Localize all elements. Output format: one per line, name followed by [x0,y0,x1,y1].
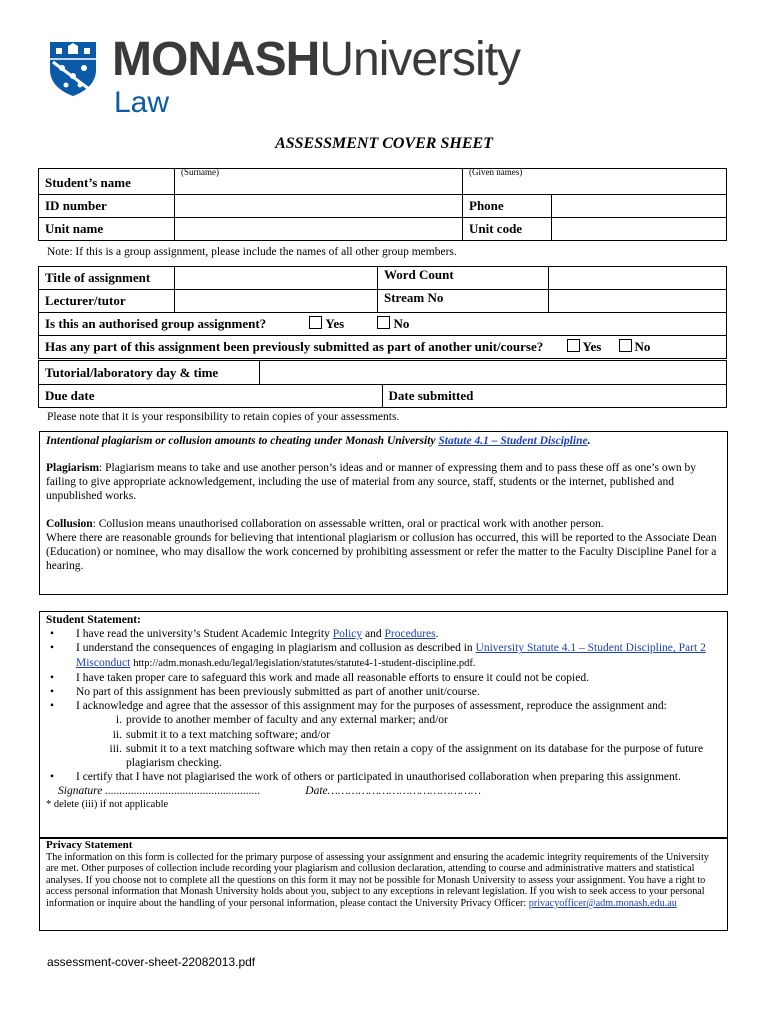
privacy-statement-box [39,838,728,931]
due-date-field[interactable] [260,385,383,408]
unit-code-label: Unit code [463,218,552,241]
collusion-text: : Collusion means unauthorised collaboration on assessable written, oral or practical work with another person. [92,518,604,530]
signature-line [46,784,721,798]
statement-item: • I have taken proper care to safeguard this work and made all reasonable efforts to ensure it could not be copied. [46,671,721,685]
retain-note: Please note that it is your responsibility to retain copies of your assessments. [47,411,400,423]
delete-note: * delete (iii) if not applicable [46,798,169,810]
previous-yes-label: Yes [582,339,602,354]
faculty-name: Law [114,86,170,119]
signature-field[interactable]: Signature ...................................................... [58,785,261,798]
privacy-text: The information on this form is collected for the primary purpose of assessing your assignment and ensuring the academic integrity requirements of the University are met. Other purposes of collection include recording your plagiarism and collusion declaration, attending to course and administrative matters and statistical analyses. If you choose not to complete all the questions on this form it may not be possible for Monash University to assess your assignment. You have a right to access personal information that Monash University holds about you, subject to any exceptions in relevant legislation. If you wish to seek access to your personal information or inquire about the handling of your personal information, please contact the University Privacy Officer: [46,851,709,909]
roman-text: provide to another member of faculty and any external marker; and/or [126,714,448,727]
brand-wordmark: MONASHUniversity [112,33,521,86]
previous-submission-row [39,336,727,359]
word-count-label: Word Count [378,267,549,290]
previous-yes-checkbox[interactable] [567,339,580,352]
tutorial-field[interactable] [260,361,727,385]
procedures-link[interactable]: Procedures [384,628,436,641]
group-assignment-row [39,313,727,336]
page-title: ASSESSMENT COVER SHEET [275,135,493,152]
roman-text: submit it to a text matching software; and/or [126,728,331,741]
statute-url: http://adm.monash.edu/legal/legislation/statutes/statute4-1-student-discipline.pdf. [133,657,476,669]
roman-number: iii. [109,742,122,755]
privacy-text-block [46,852,721,910]
footer-filename: assessment-cover-sheet-22082013.pdf [47,955,256,969]
given-names-field[interactable] [463,169,727,195]
stream-no-field[interactable] [549,290,727,313]
group-question: Is this an authorised group assignment? [45,316,267,331]
previous-no-label: No [634,339,651,354]
tutorial-label: Tutorial/laboratory day & time [39,361,260,385]
group-no-checkbox[interactable] [377,316,390,329]
roman-number: ii. [112,728,122,741]
student-name-label: Student’s name [39,169,175,195]
group-yes-checkbox[interactable] [309,316,322,329]
plagiarism-text: : Plagiarism means to take and use another person’s ideas and or manner of expressing them and to pass these off as one’s own by failing to give appropriate acknowledgement, including the use of material from any source, staff, students or the internet, published and unpublished works. [46,462,697,502]
roman-item [46,742,721,770]
statement-b1-and: and [365,628,382,641]
privacy-email-link[interactable]: privacyofficer@adm.monash.edu.au [528,897,677,909]
given-names-hint: (Given names) [469,168,523,177]
statement-item: • I have read the university’s Student Academic Integrity Policy and Procedures. [46,627,721,641]
phone-label: Phone [463,195,552,218]
lecturer-label: Lecturer/tutor [39,290,175,313]
previous-no-checkbox[interactable] [619,339,632,352]
statement-item [46,641,721,670]
unit-code-field[interactable] [552,218,727,241]
assignment-details-table [38,266,727,359]
statement-b2-text: I understand the consequences of engaging in plagiarism and collusion as described in [76,642,473,655]
surname-hint: (Surname) [181,168,219,177]
collusion-term: Collusion [46,518,93,530]
student-details-table [38,168,727,241]
policy-link[interactable]: Policy [332,628,363,641]
statute-link[interactable]: Statute 4.1 – Student Discipline [438,435,588,447]
title-of-assignment-label: Title of assignment [39,267,175,290]
due-date-label: Due date [39,385,260,408]
surname-field[interactable] [175,169,463,195]
id-number-label: ID number [39,195,175,218]
date-field[interactable]: Date……………………………………… [305,785,482,798]
plagiarism-intro: Intentional plagiarism or collusion amounts to cheating under Monash University [46,435,436,447]
roman-item [46,713,721,727]
privacy-heading: Privacy Statement [46,839,133,851]
group-no-label: No [393,316,410,331]
group-yes-label: Yes [325,316,345,331]
date-submitted-label: Date submitted [388,388,474,403]
statement-heading: Student Statement: [46,614,141,626]
previous-submission-question: Has any part of this assignment been previously submitted as part of another unit/course? [45,339,544,354]
plagiarism-box [39,431,728,595]
collusion-consequence: Where there are reasonable grounds for believing that intentional plagiarism or collusion has occurred, this will be reported to the Associate Dean (Education) or nominee, who may disallow the work concerned by prohibiting assessment or refer the matter to the Faculty Discipline Panel for a hearing. [46,532,717,572]
word-count-field[interactable] [549,267,727,290]
group-note: Note: If this is a group assignment, please include the names of all other group members. [47,246,457,258]
student-statement-box [39,611,728,838]
tutorial-due-table [38,360,727,408]
id-number-field[interactable] [175,195,463,218]
statement-item: • I acknowledge and agree that the assessor of this assignment may for the purposes of assessment, reproduce the assignment and: [46,699,721,713]
monash-crest-icon [48,40,98,98]
roman-text: submit it to a text matching software which may then retain a copy of the assignment on its database for the purpose of future plagiarism checking. [126,742,704,770]
collusion-definition [46,517,721,531]
stream-no-label: Stream No [378,290,549,313]
plagiarism-definition [46,461,721,503]
title-of-assignment-field[interactable] [175,267,378,290]
date-submitted-cell[interactable] [382,385,727,408]
unit-name-label: Unit name [39,218,175,241]
unit-name-field[interactable] [175,218,463,241]
roman-item [46,728,721,742]
statement-item: • No part of this assignment has been previously submitted as part of another unit/course. [46,685,721,699]
plagiarism-intro-line: Intentional plagiarism or collusion amounts to cheating under Monash University Statute 4.1 – Student Discipline. [46,435,591,447]
statement-item: • I certify that I have not plagiarised the work of others or participated in unauthorised collaboration when preparing this assignment. [46,770,721,784]
statement-b1-text: I have read the university’s Student Academic Integrity [76,628,330,641]
statute-misconduct-link[interactable]: University Statute 4.1 – Student Discipline, Part 2 Misconduct [76,642,706,669]
phone-field[interactable] [552,195,727,218]
plagiarism-term: Plagiarism [46,462,100,474]
lecturer-field[interactable] [175,290,378,313]
roman-number: i. [115,714,122,727]
